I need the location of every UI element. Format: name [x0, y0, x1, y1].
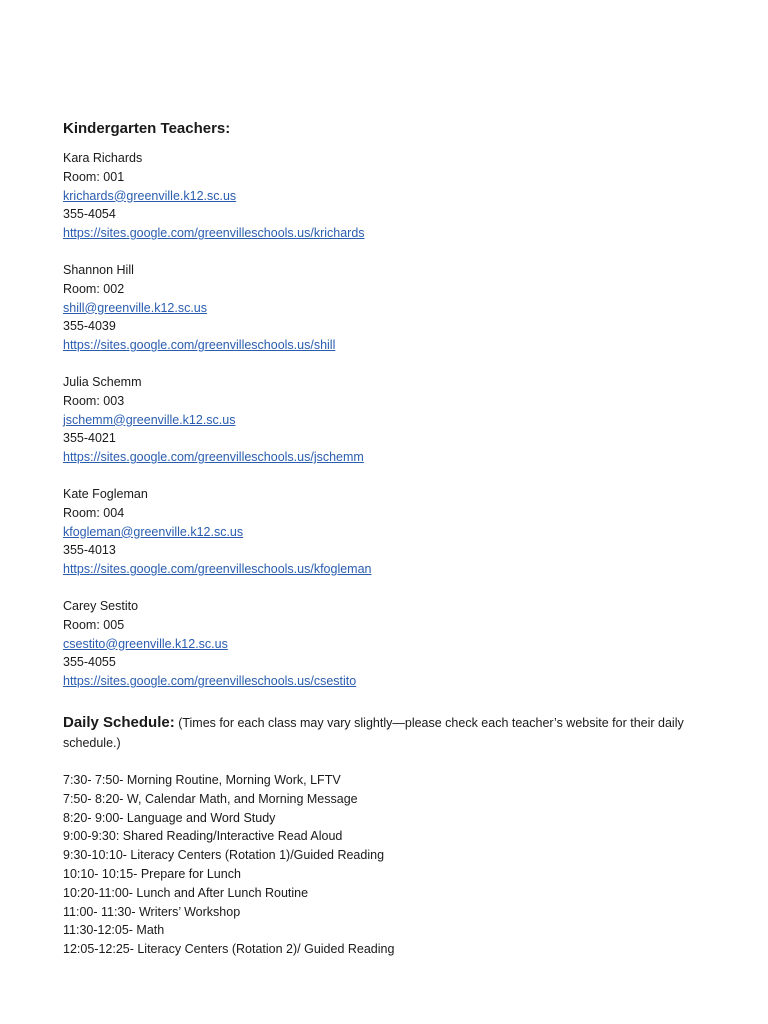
- teacher-room: Room: 005: [63, 617, 125, 632]
- teacher-website-link[interactable]: https://sites.google.com/greenvilleschools.us/shill: [63, 338, 336, 353]
- teacher-phone: 355-4021: [63, 431, 116, 446]
- schedule-item: 9:30-10:10- Literacy Centers (Rotation 1)/Guided Reading: [63, 848, 385, 863]
- teacher-website-link[interactable]: https://sites.google.com/greenvilleschools.us/kfogleman: [63, 562, 372, 577]
- schedule-item: 10:10- 10:15- Prepare for Lunch: [63, 866, 241, 881]
- teacher-entry-schemm: [63, 373, 723, 467]
- schedule-item: 12:05-12:25- Literacy Centers (Rotation 2)/ Guided Reading: [63, 942, 395, 957]
- teacher-website-link[interactable]: https://sites.google.com/greenvilleschools.us/jschemm: [63, 450, 364, 465]
- schedule-item: 7:30- 7:50- Morning Routine, Morning Work, LFTV: [63, 772, 341, 787]
- teacher-room: Room: 002: [63, 281, 125, 296]
- teacher-name: Shannon Hill: [63, 262, 134, 277]
- teacher-room: Room: 004: [63, 505, 125, 520]
- schedule-item: 11:00- 11:30- Writers’ Workshop: [63, 904, 241, 919]
- schedule-item: 9:00-9:30: Shared Reading/Interactive Read Aloud: [63, 829, 343, 844]
- teacher-phone: 355-4054: [63, 207, 116, 222]
- teacher-phone: 355-4013: [63, 543, 116, 558]
- schedule-item: 11:30-12:05- Math: [63, 923, 165, 938]
- teacher-email-link[interactable]: jschemm@greenville.k12.sc.us: [63, 412, 236, 427]
- teacher-entry-sestito: [63, 597, 723, 691]
- daily-schedule-header: [63, 713, 723, 753]
- teacher-entry-richards: [63, 149, 723, 243]
- teacher-email-link[interactable]: shill@greenville.k12.sc.us: [63, 300, 208, 315]
- teacher-name: Kara Richards: [63, 151, 143, 165]
- teacher-phone: 355-4039: [63, 319, 116, 334]
- teacher-website-link[interactable]: https://sites.google.com/greenvilleschools.us/krichards: [63, 226, 365, 241]
- teacher-name: Kate Fogleman: [63, 486, 148, 501]
- teacher-phone: 355-4055: [63, 655, 116, 670]
- schedule-item: 10:20-11:00- Lunch and After Lunch Routine: [63, 885, 309, 900]
- teacher-website-link[interactable]: https://sites.google.com/greenvilleschools.us/csestito: [63, 674, 357, 689]
- teacher-email-link[interactable]: kfogleman@greenville.k12.sc.us: [63, 524, 244, 539]
- teacher-room: Room: 003: [63, 393, 125, 408]
- daily-schedule-colon: :: [169, 713, 175, 731]
- teacher-entry-fogleman: [63, 485, 723, 579]
- daily-schedule-title: Daily Schedule: [63, 713, 170, 731]
- document-page: [63, 118, 723, 959]
- schedule-item: 8:20- 9:00- Language and Word Study: [63, 810, 276, 825]
- schedule-list: [63, 771, 723, 959]
- teacher-room: Room: 001: [63, 169, 125, 184]
- daily-schedule-note: (Times for each class may vary slightly—please check each teacher’s website for their daily schedule.): [63, 715, 684, 750]
- teacher-email-link[interactable]: csestito@greenville.k12.sc.us: [63, 636, 228, 651]
- schedule-item: 7:50- 8:20- W, Calendar Math, and Morning Message: [63, 791, 358, 806]
- teacher-email-link[interactable]: krichards@greenville.k12.sc.us: [63, 188, 237, 203]
- teacher-name: Carey Sestito: [63, 598, 139, 613]
- teacher-name: Julia Schemm: [63, 374, 142, 389]
- kindergarten-teachers-heading: Kindergarten Teachers:: [63, 120, 231, 137]
- teacher-entry-hill: [63, 261, 723, 355]
